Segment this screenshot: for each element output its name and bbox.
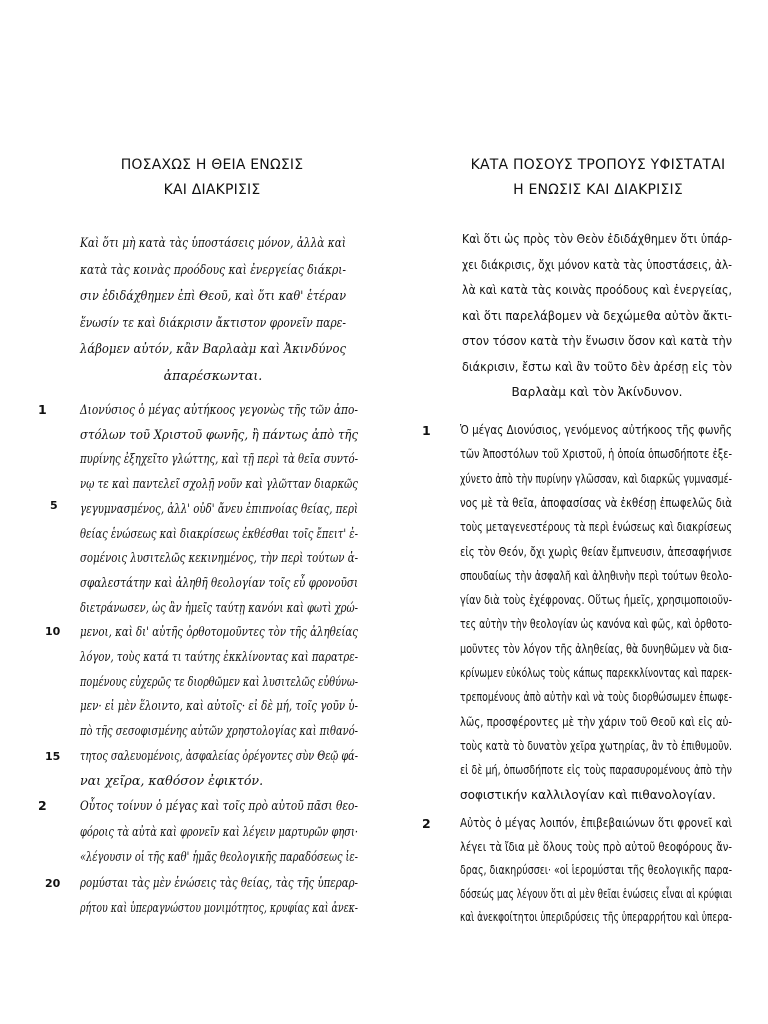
text-line: μοῦντες τὸν λόγον τῆς ἀληθείας, θὰ δυνηθῶμεν νὰ δια-	[460, 641, 732, 656]
text-line: πὸ τῆς σεσοφισμένης αὐτῶν χρηστολογίας καὶ πιθανό-	[80, 723, 359, 739]
text-line: Αὐτὸς ὁ μέγας λοιπόν, ἐπιβεβαιώνων ὅτι φρονεῖ καὶ	[460, 816, 732, 830]
text-line: φόροις τὰ αὐτὰ καὶ φρονεῖν καὶ λέγειν μαρτυρῶν φησι·	[80, 823, 358, 839]
text-line: Καὶ ὅτι ὡς πρὸς τὸν Θεὸν ἐδιδάχθημεν ὅτι ὑπάρ-	[462, 232, 732, 246]
text-line: θείας ἑνώσεως καὶ διακρίσεως ἐκθέσθαι τοῖς ἔπειτ' ἐ-	[80, 525, 359, 541]
text-line: στον τόσον κατὰ τὴν ἕνωσιν ὅσον καὶ κατὰ τὴν	[462, 334, 733, 348]
text-line: δόσεώς μας λέγουν ὅτι αἱ μὲν θεῖαι ἑνώσεις εἶναι αἱ κρύφιαι	[460, 886, 733, 901]
text-line: λῶς, προσφέροντες μὲ τὴν χάριν τοῦ Θεοῦ καὶ εἰς αὐ-	[460, 714, 733, 729]
text-line: λέγει τὰ ἴδια μὲ ὅλους τοὺς πρὸ αὐτοῦ θεοφόρους ἄν-	[460, 839, 732, 854]
left-heading	[92, 153, 332, 203]
text-line: τητος σαλευομένοις, ἀσφαλείας ὀρέγοντες σὺν Θεῷ φά-	[80, 747, 359, 763]
line-number: 20	[45, 877, 61, 890]
text-line: κρίνωμεν εὐκόλως τοὺς κάπως παρεκκλίνοντας καὶ παρεκ-	[460, 666, 733, 680]
line-number: 10	[45, 625, 61, 638]
text-line: ρομύσται τὰς μὲν ἑνώσεις τὰς θείας, τὰς τῆς ὑπεραρ-	[80, 874, 358, 890]
text-line: Οὗτος τοίνυν ὁ μέγας καὶ τοῖς πρὸ αὐτοῦ πᾶσι θεο-	[80, 798, 358, 813]
text-line: Διονύσιος ὁ μέγας αὐτήκοος γεγονὼς τῆς τῶν ἀπο-	[80, 402, 358, 417]
text-line: διάκρισιν, ἔστω καὶ ἂν τοῦτο δὲν ἀρέσῃ εἰς τὸν	[462, 359, 732, 374]
text-line: σφαλεστάτην καὶ ἀληθῆ θεολογίαν τοῖς εὖ φρονοῦσι	[80, 574, 359, 590]
text-line: χει διάκρισις, ὄχι μόνον κατὰ τὰς ὑποστάσεις, ἀλ-	[462, 257, 732, 272]
text-line: μενοι, καὶ δι' αὐτῆς ὀρθοτομοῦντες τὸν τῆς ἀληθείας	[80, 624, 359, 640]
text-line: στόλων τοῦ Χριστοῦ φωνῆς, ἢ πάντως ἀπὸ τῆς	[80, 426, 359, 442]
text-line: λόγον, τοὺς κατά τι ταύτης ἐκκλίνοντας καὶ παρατρε-	[80, 649, 358, 664]
text-line: καὶ ἀνεκφοίτητοι ὑπεριδρύσεις τῆς ὑπεραρρήτου καὶ ὑπερα-	[460, 910, 732, 924]
text-line: γίαν διὰ τοὺς ἐχέφρονας. Οὕτως ἡμεῖς, χρησιμοποιοῦν-	[460, 593, 732, 608]
text-line: ἕνωσίν τε καὶ διάκρισιν ἄκτιστον φρονεῖν παρε-	[80, 314, 346, 330]
text-line: τοὺς μεταγενεστέρους τὰ περὶ ἑνώσεως καὶ διακρίσεως	[460, 520, 732, 535]
right-heading-line: ΚΑΤΑ ΠΟΣΟΥΣ ΤΡΟΠΟΥΣ ΥΦΙΣΤΑΤΑΙ	[470, 157, 726, 173]
line-number: 15	[45, 750, 61, 763]
text-line: τρεπομένους ἀπὸ αὐτὴν καὶ νὰ τοὺς διορθώσωμεν ἐπωφε-	[460, 690, 732, 705]
text-line: τοὺς κατὰ τὸ δυνατὸν χεῖρα χωτηρίας, ἂν τὸ ἐπιθυμοῦν.	[460, 738, 732, 753]
text-line: γεγυμνασμένος, ἀλλ' οὐδ' ἄνευ ἐπιπνοίας θείας, περὶ	[80, 500, 358, 516]
text-line: διετράνωσεν, ὡς ἂν ἡμεῖς ταύτῃ κανόνι καὶ φωτὶ χρώ-	[80, 599, 358, 615]
paragraph-number: 2	[38, 798, 47, 813]
text-line: δρας, διακηρύσσει· «οἱ ἱερομύσται τῆς θεολογικῆς παρα-	[460, 863, 732, 877]
line-number: 5	[50, 499, 58, 512]
paragraph-number: 1	[38, 402, 47, 417]
paragraph-number: 2	[422, 816, 431, 831]
text-line: σομένοις λυσιτελῶς κεκινημένος, τὴν περὶ τούτων ἀ-	[80, 550, 359, 566]
text-line: καὶ ὅτι παρελάβομεν νὰ δεχώμεθα αὐτὸν ἄκτι-	[462, 308, 732, 323]
text-line: εἰς τὸν Θεόν, ὄχι χωρὶς θείαν ἔμπνευσιν, ἀπεσαφήνισε	[460, 544, 732, 559]
text-line: Καὶ ὅτι μὴ κατὰ τὰς ὑποστάσεις μόνον, ἀλλὰ καὶ	[80, 235, 347, 250]
text-line: λάβομεν αὐτόν, κἂν Βαρλαὰμ καὶ Ἀκινδύνος	[80, 341, 346, 356]
text-line: νος μὲ τὰ θεῖα, ἀποφασίσας νὰ ἐκθέσῃ ἐπωφελῶς διὰ	[460, 495, 732, 510]
paragraph-number: 1	[422, 423, 431, 438]
text-line: λὰ καὶ κατὰ τὰς κοινὰς προόδους καὶ ἐνεργείας,	[462, 283, 732, 297]
text-line: νῳ τε καὶ παντελεῖ σχολῇ νοῦν καὶ γλῶτταν διαρκῶς	[80, 476, 358, 492]
text-line: μεν· εἰ μὲν ἕλοιντο, καὶ αὐτοῖς· εἰ δὲ μή, τοῖς γοῦν ὑ-	[80, 698, 359, 714]
text-line: σοφιστικήν καλλιλογίαν καὶ πιθανολογίαν.	[460, 787, 716, 802]
text-line: σπουδαίως τὴν ἀσφαλῆ καὶ ἀληθινὴν περὶ τούτων θεολο-	[460, 568, 733, 583]
text-line: πυρίνης ἐξηχεῖτο γλώττης, καὶ τῇ περὶ τὰ θεῖα συντό-	[80, 451, 358, 467]
text-line: τες αὐτὴν τὴν θεολογίαν ὡς κανόνα καὶ φῶς, καὶ ὀρθοτο-	[460, 617, 733, 632]
left-heading-line: ΚΑΙ ΔΙΑΚΡΙΣΙΣ	[163, 182, 261, 198]
text-line: εἰ δὲ μή, ὁπωσδήποτε εἰς τοὺς παρασυρομένους ἀπὸ τὴν	[460, 763, 732, 778]
right-heading	[468, 153, 728, 203]
text-line: σιν ἐδιδάχθημεν ἐπὶ Θεοῦ, καὶ ὅτι καθ' ἑτέραν	[80, 288, 347, 303]
text-line: τῶν Ἀποστόλων τοῦ Χριστοῦ, ἡ ὁποία ὁπωσδήποτε ἐξε-	[460, 447, 732, 462]
right-heading-line: Η ΕΝΩΣΙΣ ΚΑΙ ΔΙΑΚΡΙΣΙΣ	[513, 182, 683, 198]
text-line: ἀπαρέσκωνται.	[163, 367, 263, 383]
left-heading-line: ΠΟΣΑΧΩΣ Η ΘΕΙΑ ΕΝΩΣΙΣ	[120, 157, 304, 173]
text-line: κατὰ τὰς κοινὰς προόδους καὶ ἐνεργείας διάκρι-	[80, 261, 347, 277]
text-line: χύνετο ἀπὸ τὴν πυρίνην γλῶσσαν, καὶ διαρκῶς γυμνασμέ-	[460, 471, 733, 486]
text-line: «λέγουσιν οἱ τῆς καθ' ἡμᾶς θεολογικῆς παραδόσεως ἱε-	[80, 849, 358, 864]
text-line: Βαρλαὰμ καὶ τὸν Ἀκίνδυνον.	[511, 385, 683, 399]
text-line: ναι χεῖρα, καθόσον ἐφικτόν.	[80, 772, 264, 788]
text-line: Ὁ μέγας Διονύσιος, γενόμενος αὐτήκοος τῆς φωνῆς	[460, 423, 733, 437]
text-line: πομένους εὐχερῶς τε διορθῶμεν καὶ λυσιτελῶς εὐθύνω-	[80, 673, 359, 689]
text-line: ρήτου καὶ ὑπεραγνώστου μονιμότητος, κρυφίας καὶ ἀνεκ-	[80, 900, 358, 915]
